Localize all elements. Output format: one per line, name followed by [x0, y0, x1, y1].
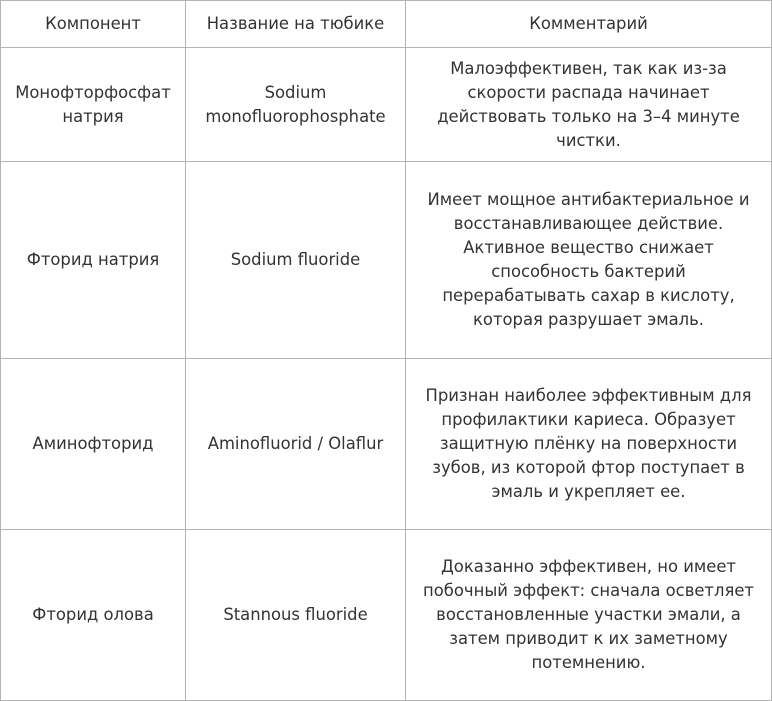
table-row: [1, 359, 772, 530]
tube-name-cell: Sodium monofluorophosphate: [186, 48, 406, 162]
column-header-comment: Комментарий: [406, 1, 772, 48]
comment-cell: Имеет мощное антибактериальное и восстанавливающее действие. Активное вещество снижает способность бактерий перерабатывать сахар в кислоту, которая разрушает эмаль.: [406, 162, 772, 359]
table-row: [1, 530, 772, 701]
component-cell: Фторид натрия: [1, 162, 186, 359]
table-body: [1, 48, 772, 701]
component-cell: Аминофторид: [1, 359, 186, 530]
component-cell: Монофторфосфат натрия: [1, 48, 186, 162]
column-header-component: Компонент: [1, 1, 186, 48]
tube-name-cell: Sodium fluoride: [186, 162, 406, 359]
component-cell: Фторид олова: [1, 530, 186, 701]
comment-cell: Признан наиболее эффективным для профилактики кариеса. Образует защитную плёнку на поверхности зубов, из которой фтор поступает в эмаль и укрепляет ее.: [406, 359, 772, 530]
table-row: [1, 162, 772, 359]
table-header: [1, 1, 772, 48]
tube-name-cell: Stannous fluoride: [186, 530, 406, 701]
comment-cell: Доказанно эффективен, но имеет побочный эффект: сначала осветляет восстановленные участки эмали, а затем приводит к их заметному потемнению.: [406, 530, 772, 701]
comment-cell: Малоэффективен, так как из-за скорости распада начинает действовать только на 3–4 минуте чистки.: [406, 48, 772, 162]
header-row: [1, 1, 772, 48]
column-header-tube-name: Название на тюбике: [186, 1, 406, 48]
table-row: [1, 48, 772, 162]
tube-name-cell: Aminofluorid / Olaflur: [186, 359, 406, 530]
